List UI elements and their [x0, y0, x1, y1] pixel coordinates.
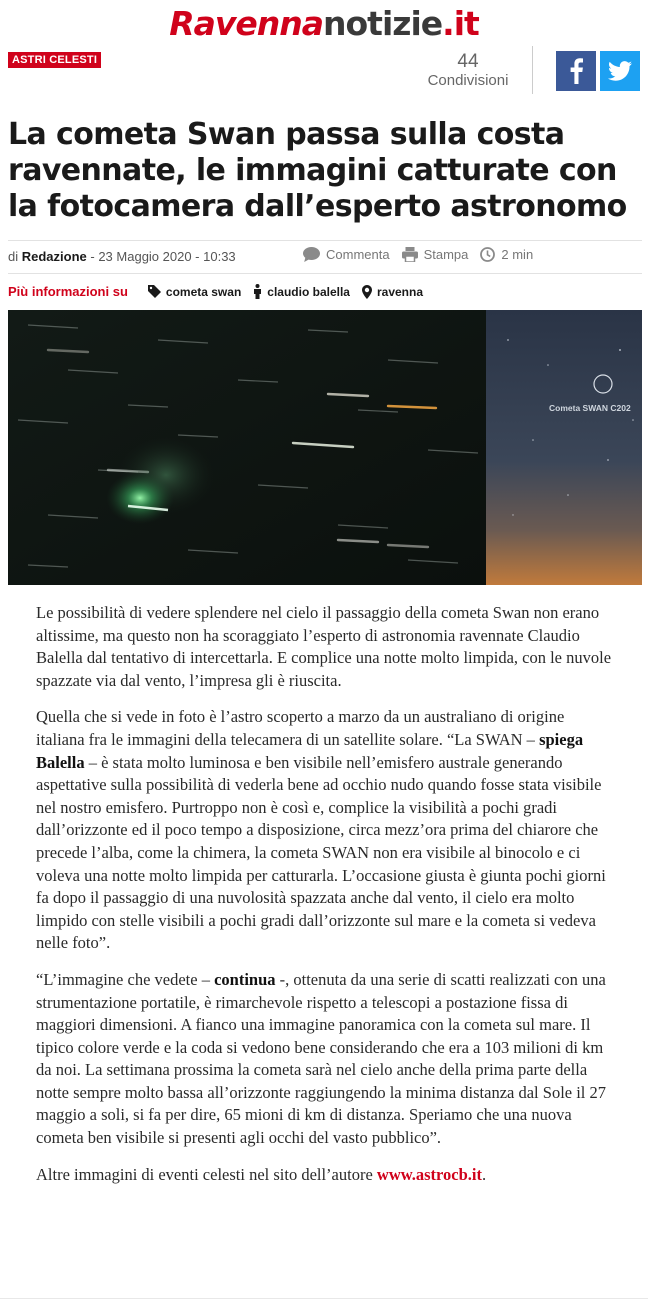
paragraph-text: Quella che si vede in foto è l’astro scoperto a marzo da un australiano di origine italiana fra le immagini della telecamera di un satellite solare. “La SWAN –	[36, 707, 565, 749]
share-label: Condivisioni	[427, 72, 509, 89]
paragraph-bold: spiega Balella	[36, 729, 584, 772]
paragraph-text: – è stata molto luminosa e ben visibile nell’emisfero australe generando aspettative sulla possibilità di vederla bene ad occhio nudo quando fosse stata visibile nel nostro emisfero. Purtroppo non è così e, complice la visibilità a pochi gradi dall’orizzonte ed il poco tempo a disposizione, circa mezz’ora prima del chiarore che precede l’alba, come la chimera, la cometa SWAN non era visibile al binocolo e ci voleva una notte molto limpida per catturarla. L’occasione giusta è giunta pochi giorni fa dopo il passaggio di una nuvolosità spazzata anche dal vento, il cielo era molto limpido con stelle visibili a pochi gradi dall’orizzonte sul mare e la cometa si vedeva nelle foto”.	[36, 752, 606, 953]
share-count: 44	[457, 51, 479, 72]
person-icon	[253, 284, 262, 299]
paragraph-bold: continua	[214, 969, 276, 989]
paragraph-text: “L’immagine che vedete –	[36, 969, 215, 989]
paragraph	[36, 706, 616, 955]
site-logo[interactable]	[0, 4, 648, 43]
tag-person[interactable]	[253, 284, 350, 299]
article-byline	[8, 249, 236, 264]
paragraph-text: -, ottenuta da una serie di scatti realizzati con una strumentazione portatile, è rimarchevole rispetto a telescopi a postazione fissa di maggiori dimensioni. A fianco una immagine panoramica con la cometa sul mare. Il tipico colore verde e la coda si vedono bene considerando che era a 103 milioni di km da noi. La settimana prossima la cometa sarà nel cielo anche della prima parte della notte sempre molto bassa all’orizzonte raggiungendo la minima distanza dal Sole il 27 maggio a soli, si fa per dire, 65 mioni di km di distanza. Speriamo che una nuova cometa ben visibile si presenti agli occhi del vasto pubblico”.	[36, 969, 607, 1148]
twitter-icon	[608, 61, 632, 81]
print-icon	[402, 247, 418, 262]
image-caption-overlay: Cometa SWAN C202	[549, 403, 631, 413]
divider	[0, 1298, 648, 1299]
divider	[8, 240, 642, 241]
tag-place[interactable]	[362, 285, 423, 299]
paragraph	[36, 969, 616, 1150]
paragraph	[36, 1164, 616, 1187]
paragraph-text: .	[482, 1164, 487, 1184]
share-divider	[532, 46, 533, 94]
comet-photo	[8, 310, 642, 585]
comment-label: Commenta	[326, 247, 390, 262]
article-body	[36, 602, 616, 1200]
logo-brand: Ravenna	[169, 4, 324, 43]
paragraph-text: Altre immagini di eventi celesti nel sito dell’autore	[36, 1164, 377, 1184]
map-pin-icon	[362, 285, 372, 299]
read-time	[480, 247, 533, 262]
article-actions	[303, 247, 545, 262]
tag-icon	[148, 285, 161, 298]
tag-topic-label: cometa swan	[165, 284, 242, 299]
comment-button[interactable]	[303, 247, 390, 262]
article-title: La cometa Swan passa sulla costa ravennate, le immagini catturate con la fotocamera dall’esperto astronomo	[8, 117, 627, 224]
divider	[8, 273, 642, 274]
logo-suffix: notizie	[323, 4, 443, 43]
author-website-link[interactable]: www.astrocb.it	[376, 1164, 483, 1184]
paragraph: Le possibilità di vedere splendere nel cielo il passaggio della cometa Swan non erano altissime, ma questo non ha scoraggiato l’esperto di astronomia ravennate Claudio Balella dal tentativo di intercettarla. E complice una notte molto limpida, con le nuvole spazzate via dal vento, l’impresa gli è riuscita.	[36, 603, 612, 690]
clock-icon	[480, 247, 495, 262]
tag-topic[interactable]	[148, 285, 241, 299]
article-image[interactable]	[8, 310, 642, 585]
comment-icon	[303, 247, 320, 262]
author-name[interactable]: Redazione	[21, 249, 87, 264]
share-counter	[418, 52, 518, 90]
facebook-share-button[interactable]	[556, 51, 596, 91]
print-label: Stampa	[423, 247, 469, 262]
tags-row	[8, 284, 642, 299]
tag-place-label: ravenna	[376, 284, 424, 299]
print-button[interactable]	[402, 247, 469, 262]
byline-prefix: di	[8, 249, 19, 264]
publish-date: - 23 Maggio 2020 - 10:33	[90, 249, 236, 264]
read-time-label: 2 min	[501, 247, 534, 262]
twitter-share-button[interactable]	[600, 51, 640, 91]
logo-tld: .it	[442, 4, 479, 43]
more-info-label: Più informazioni su	[8, 284, 128, 299]
section-badge[interactable]: ASTRI CELESTI	[8, 52, 101, 68]
facebook-icon	[568, 58, 584, 84]
tag-person-label: claudio balella	[267, 284, 350, 299]
